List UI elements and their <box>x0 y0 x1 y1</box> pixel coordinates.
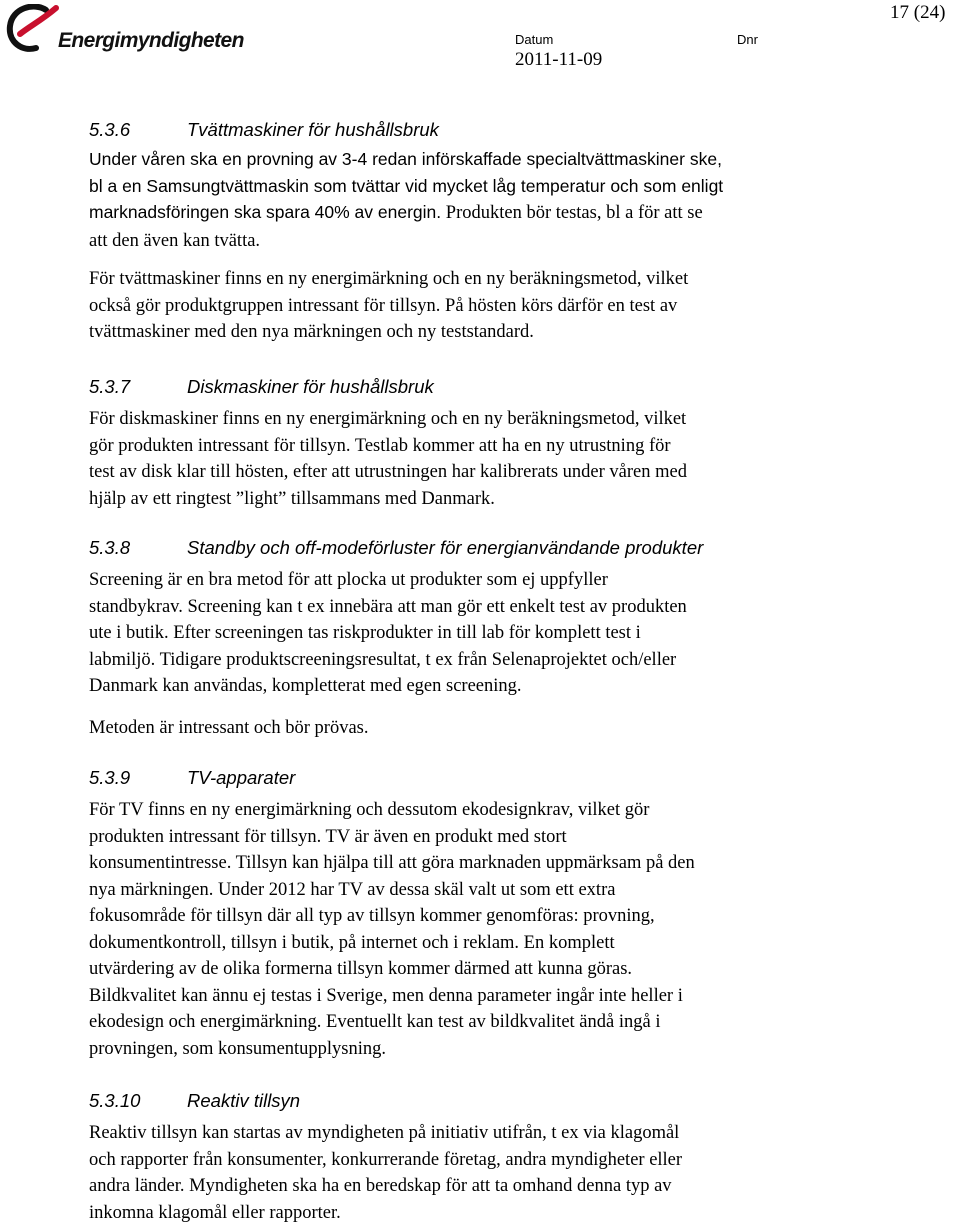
paragraph <box>89 266 879 346</box>
section-title: Diskmaskiner för hushållsbruk <box>187 376 434 397</box>
text-line: fokusområde för tillsyn där all typ av tillsyn kommer genomföras: provning, <box>89 906 655 926</box>
section-5-3-9 <box>89 767 879 1062</box>
section-5-3-6 <box>89 119 879 346</box>
text-line: För diskmaskiner finns en ny energimärkning och en ny beräkningsmetod, vilket <box>89 409 687 429</box>
text-line: tvättmaskiner med den nya märkningen och ny teststandard. <box>89 322 534 342</box>
text-line: provningen, som konsumentupplysning. <box>89 1038 387 1059</box>
paragraph <box>89 567 879 700</box>
text-line: labmiljö. Tidigare produktscreeningsresultat, t ex från Selenaprojektet och/eller <box>89 649 677 670</box>
section-title: Tvättmaskiner för hushållsbruk <box>187 119 439 140</box>
paragraph <box>89 1120 879 1226</box>
page-number: 17 (24) <box>890 2 946 23</box>
section-heading <box>89 537 879 563</box>
text-line: Reaktiv tillsyn kan startas av myndigheten på initiativ utifrån, t ex via klagomål <box>89 1123 680 1143</box>
text-line: utvärdering av de olika formerna tillsyn kommer därmed att kunna göras. <box>89 959 633 979</box>
logo-swoosh-icon <box>6 4 60 56</box>
text-line: Bildkvalitet kan ännu ej testas i Sverige, men denna parameter ingår inte heller i <box>89 985 683 1006</box>
text-line: konsumentintresse. Tillsyn kan hjälpa till att göra marknaden uppmärksam på den <box>89 853 695 873</box>
section-heading <box>89 376 879 402</box>
section-title: Standby och off-modeförluster för energianvändande produkter <box>187 537 704 558</box>
text-line: test av disk klar till hösten, efter att utrustningen har kalibrerats under våren med <box>89 462 687 482</box>
text-line: nya märkningen. Under 2012 har TV av dessa skäl valt ut som ett extra <box>89 879 616 900</box>
text-line: marknadsföringen ska spara 40% av energin. <box>89 202 442 222</box>
dnr-label: Dnr <box>737 32 758 47</box>
section-number: 5.3.9 <box>89 767 131 788</box>
text-line: Metoden är intressant och bör prövas. <box>89 717 369 738</box>
text-line: hjälp av ett ringtest ”light” tillsammans med Danmark. <box>89 488 495 509</box>
text-line: gör produkten intressant för tillsyn. Testlab kommer att ha en ny utrustning för <box>89 435 671 456</box>
date-label: Datum <box>515 32 554 47</box>
text-line: Under våren ska en provning av 3-4 redan införskaffade specialtvättmaskiner ske, <box>89 149 722 169</box>
text-line: standbykrav. Screening kan t ex innebära att man gör ett enkelt test av produkten <box>89 596 687 617</box>
text-line: inkomna klagomål eller rapporter. <box>89 1202 341 1223</box>
text-line: För TV finns en ny energimärkning och dessutom ekodesignkrav, vilket gör <box>89 800 650 820</box>
section-title: TV-apparater <box>187 767 296 788</box>
section-heading <box>89 1090 879 1116</box>
section-number: 5.3.6 <box>89 119 131 140</box>
text-line: produkten intressant för tillsyn. TV är även en produkt med stort <box>89 826 567 847</box>
text-line: och rapporter från konsumenter, konkurrerande företag, andra myndigheter eller <box>89 1149 683 1170</box>
paragraph <box>89 406 879 512</box>
paragraph <box>89 797 879 1062</box>
section-number: 5.3.10 <box>89 1090 141 1111</box>
section-title: Reaktiv tillsyn <box>187 1090 301 1111</box>
section-5-3-8 <box>89 537 879 741</box>
paragraph <box>89 146 879 254</box>
date-value: 2011-11-09 <box>515 49 603 70</box>
section-5-3-10 <box>89 1090 879 1226</box>
text-line: att den även kan tvätta. <box>89 230 261 251</box>
text-line: Produkten bör testas, bl a för att se <box>441 203 703 223</box>
text-line: För tvättmaskiner finns en ny energimärkning och en ny beräkningsmetod, vilket <box>89 269 689 289</box>
text-line: dokumentkontroll, tillsyn i butik, på internet och i reklam. En komplett <box>89 932 615 953</box>
section-heading <box>89 767 879 793</box>
text-line: också gör produktgruppen intressant för tillsyn. På hösten körs därför en test av <box>89 295 678 316</box>
text-line: ute i butik. Efter screeningen tas riskprodukter in till lab för komplett test i <box>89 623 641 643</box>
paragraph <box>89 715 879 742</box>
text-line: andra länder. Myndigheten ska ha en beredskap för att ta omhand denna typ av <box>89 1176 672 1196</box>
section-number: 5.3.7 <box>89 376 131 397</box>
energimyndigheten-logo <box>6 4 242 56</box>
section-number: 5.3.8 <box>89 537 131 558</box>
section-heading <box>89 119 879 145</box>
text-line: Danmark kan användas, kompletterat med egen screening. <box>89 676 522 696</box>
text-line: bl a en Samsungtvättmaskin som tvättar vid mycket låg temperatur och som enligt <box>89 175 724 196</box>
text-line: Screening är en bra metod för att plocka ut produkter som ej uppfyller <box>89 570 608 590</box>
text-line: ekodesign och energimärkning. Eventuellt kan test av bildkvalitet ändå ingå i <box>89 1012 661 1032</box>
section-5-3-7 <box>89 376 879 512</box>
logo-wordmark: Energimyndigheten <box>58 29 244 52</box>
